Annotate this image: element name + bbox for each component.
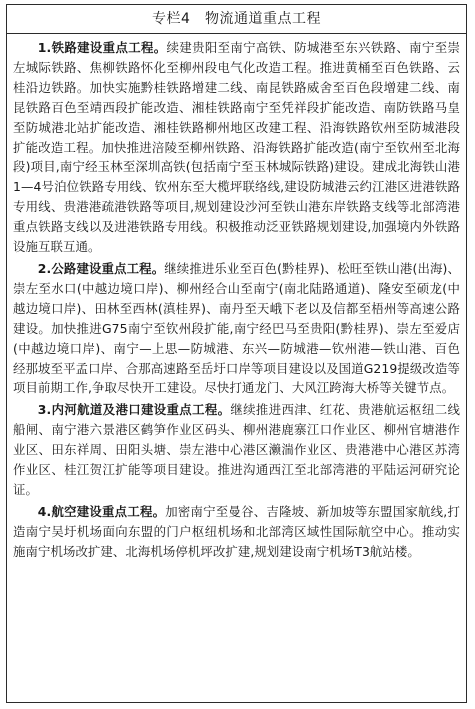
section-railway (13, 38, 460, 257)
section-body: 续建贵阳至南宁高铁、防城港至东兴铁路、南宁至崇左城际铁路、焦柳铁路怀化至柳州段电气化改造工程。推进黄桶至百色铁路、云桂沿边铁路。加快实施黔桂铁路增建二线、南昆铁路威舍至百色段增建二线、南昆铁路百色至靖西段扩能改造、湘桂铁路南宁至凭祥段扩能改造、南防铁路马皇至防城港北站扩能改造、湘桂铁路柳州地区改建工程、沿海铁路钦州至防城港段扩能改造工程。加快推进涪陵至柳州铁路、沿海铁路扩能改造(南宁至钦州至北海段)项目,南宁经玉林至深圳高铁(包括南宁至玉林城际铁路)建设。建成北海铁山港1—4号泊位铁路专用线、钦州东至大榄坪联络线,建设防城港云约江港区进港铁路专用线、贵港港疏港铁路等项目,规划建设沙河至铁山港东岸铁路支线等北部湾港重点铁路支线以及进港铁路专用线。积极推动泛亚铁路规划建设,加强境内外铁路设施互联互通。 (13, 40, 460, 255)
section-body: 加密南宁至曼谷、吉隆坡、新加坡等东盟国家航线,打造南宁吴圩机场面向东盟的门户枢纽机场和北部湾区域性国际航空中心。推动实施南宁机场改扩建、北海机场停机坪改扩建,规划建设南宁机场T3航站楼。 (13, 503, 460, 559)
section-heading: 1.铁路建设重点工程。 (37, 40, 167, 55)
section-heading: 2.公路建设重点工程。 (37, 260, 165, 276)
section-aviation (13, 502, 460, 562)
section-waterway (13, 400, 460, 500)
feature-box (6, 4, 467, 703)
section-highway (13, 259, 460, 398)
section-body: 继续推进西津、红花、贵港航运枢纽二线船闸、南宁港六景港区鹤笋作业区码头、柳州港鹿寨江口作业区、柳州官塘港作业区、田东祥周、田阳头塘、崇左港中心港区濑湍作业区、贵港港中心港区苏湾作业区、桂江贺江扩能等项目建设。推进沟通西江至北部湾港的平陆运河研究论证。 (13, 402, 460, 497)
box-title: 专栏4 物流通道重点工程 (7, 5, 466, 34)
section-heading: 4.航空建设重点工程。 (37, 503, 166, 519)
section-heading: 3.内河航道及港口建设重点工程。 (37, 402, 231, 418)
box-content (7, 34, 466, 562)
section-body: 继续推进乐业至百色(黔桂界)、松旺至铁山港(出海)、崇左至水口(中越边境口岸)、柳州经合山至南宁(南北陆路通道)、隆安至硕龙(中越边境口岸)、田林至西林(滇桂界)、南丹至天峨下老以及信都至梧州等高速公路建设。加快推进G75南宁至钦州段扩能,南宁经巴马至贵阳(黔桂界)、崇左至爱店(中越边境口岸)、南宁—上思—防城港、东兴—防城港—钦州港—铁山港、百色经那坡至平孟口岸、合那高速路至岳圩口岸等项目建设以及国道G219提级改造等项目前期工作,争取尽快开工建设。尽快打通龙门、大风江跨海大桥等关键节点。 (13, 260, 460, 396)
